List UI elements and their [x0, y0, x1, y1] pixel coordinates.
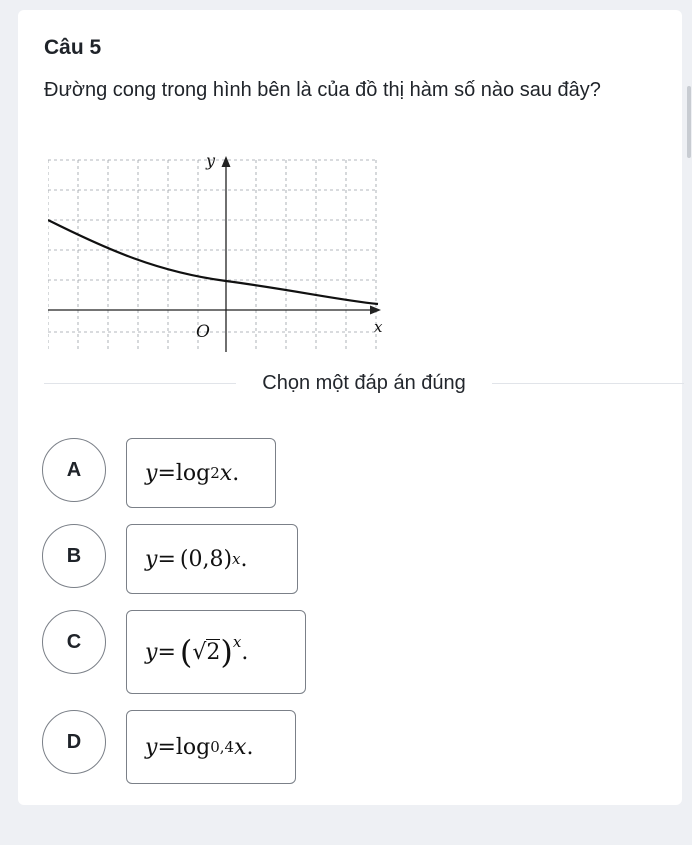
option-c-letter[interactable]: C: [42, 610, 106, 674]
option-b-letter[interactable]: B: [42, 524, 106, 588]
scrollbar[interactable]: [687, 86, 691, 158]
option-a-base: 2: [210, 464, 220, 482]
option-a-answer[interactable]: [126, 438, 276, 508]
option-a-func: log: [175, 460, 211, 486]
option-c-sqrt: √: [192, 639, 207, 665]
instruction-divider: [44, 366, 684, 400]
option-c-radicand: 2: [206, 640, 221, 665]
option-a-eq: =: [157, 460, 176, 486]
option-c-eq: =: [157, 639, 176, 665]
option-d-letter[interactable]: D: [42, 710, 106, 774]
decreasing-curve: [48, 220, 378, 304]
option-d-base: 0,4: [210, 738, 235, 756]
option-b-eq: =: [157, 546, 176, 572]
grid-lines: [48, 160, 378, 352]
option-d-arg: x: [234, 734, 247, 760]
divider-line-left: [44, 383, 236, 384]
origin-label: O: [196, 322, 210, 342]
option-c-end: .: [241, 639, 249, 665]
option-a-arg: x: [219, 460, 233, 486]
option-d-eq: =: [157, 734, 176, 760]
option-b-exp: x: [232, 550, 241, 568]
option-c-exp: x: [232, 633, 242, 651]
question-text: Đường cong trong hình bên là của đồ thị hàm số nào sau đây?: [44, 79, 601, 101]
option-d-func: log: [175, 734, 211, 760]
option-c-answer[interactable]: [126, 610, 306, 694]
option-c-paren-close: ): [220, 633, 233, 671]
option-a-letter[interactable]: A: [42, 438, 106, 502]
option-a-end: .: [232, 460, 240, 486]
option-d-end: .: [246, 734, 254, 760]
option-d-lhs: y: [145, 734, 158, 760]
axes: [48, 156, 381, 352]
option-b-answer[interactable]: [126, 524, 298, 594]
option-b-end: .: [240, 546, 248, 572]
x-axis-label: x: [374, 318, 383, 336]
option-c-lhs: y: [145, 639, 158, 665]
option-d-answer[interactable]: [126, 710, 296, 784]
option-b-base: (0,8): [179, 546, 233, 572]
option-a-lhs: y: [145, 460, 158, 486]
option-b-lhs: y: [145, 546, 158, 572]
question-card: [18, 10, 682, 805]
divider-line-right: [492, 383, 684, 384]
function-graph: [48, 142, 388, 352]
option-c-paren-open: (: [179, 633, 193, 671]
question-title: Câu 5: [44, 36, 102, 59]
y-axis-label: y: [206, 151, 216, 170]
instruction-text: Chọn một đáp án đúng: [262, 371, 466, 394]
